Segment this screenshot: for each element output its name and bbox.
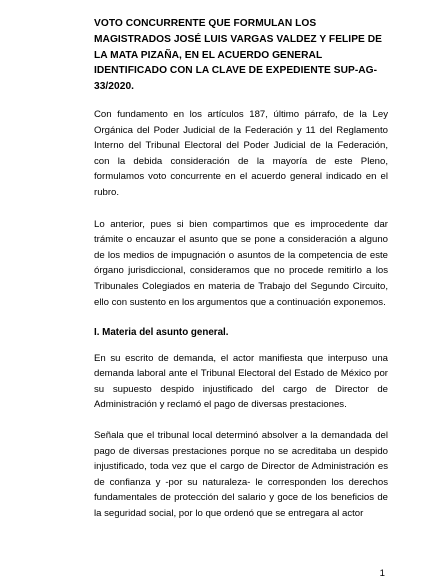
paragraph-local-ruling: Señala que el tribunal local determinó absolver a la demandada del pago de diversas prestaciones porque no se acreditaba un despido injustificado, toda vez que el cargo de Director de Administración es de confianza y -por su naturaleza- le corresponden los derechos fundamentales de protección del salario y goce de los beneficios de la seguridad social, por lo que ordenó que se entregara al actor: [94, 430, 388, 520]
document-heading: VOTO CONCURRENTE QUE FORMULAN LOS MAGISTRADOS JOSÉ LUIS VARGAS VALDEZ Y FELIPE DE LA MATA PIZAÑA, EN EL ACUERDO GENERAL IDENTIFICADO CON LA CLAVE DE EXPEDIENTE SUP-AG-33/2020.: [94, 18, 383, 93]
document-body: [94, 16, 388, 522]
paragraph-legal-basis: Con fundamento en los artículos 187, último párrafo, de la Ley Orgánica del Poder Judicial de la Federación y 11 del Reglamento Interno del Tribunal Electoral del Poder Judicial de la Federación, con la debida consideración de la mayoría de este Pleno, formulamos voto concurrente en el acuerdo general indicado en el rubro.: [94, 108, 388, 198]
paragraph-reasoning: Lo anterior, pues si bien compartimos que es improcedente dar trámite o encauzar el asunto que se pone a consideración a alguno de los medios de impugnación o asuntos de la competencia de este órgano jurisdiccional, consideramos que no procede remitirlo a los Tribunales Colegiados en materia de Trabajo del Segundo Circuito, ello con sustento en los argumentos que a continuación exponemos.: [94, 218, 388, 308]
page-number: 1: [379, 568, 385, 579]
paragraph-claim: En su escrito de demanda, el actor manifiesta que interpuso una demanda laboral ante el Tribunal Electoral del Estado de México por su supuesto despido injustificado del cargo de Director de Administración y reclamó el pago de diversas prestaciones.: [94, 352, 388, 411]
section-title: I. Materia del asunto general.: [94, 327, 229, 339]
